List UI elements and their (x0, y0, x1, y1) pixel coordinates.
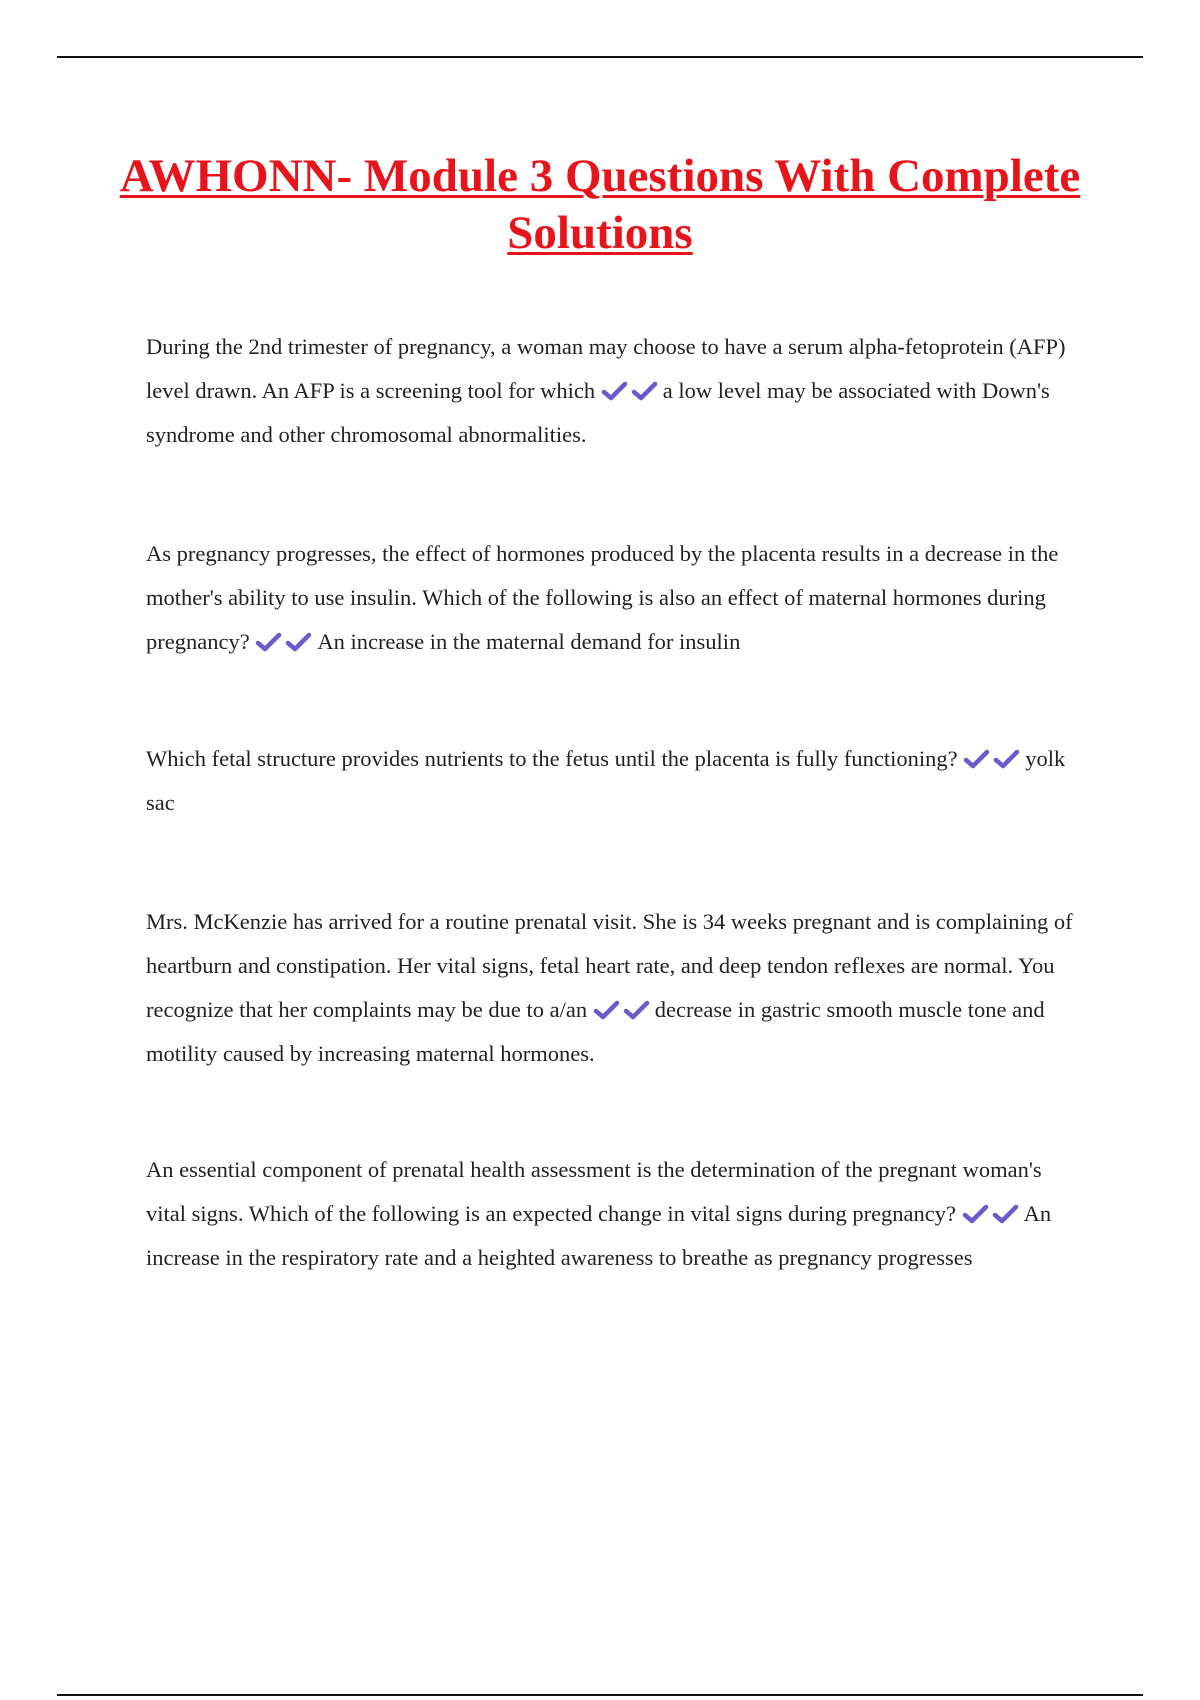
checkmark-icon (963, 749, 990, 769)
question-text: Which fetal structure provides nutrients to the fetus until the placenta is fully functioning? (146, 746, 958, 771)
top-rule (57, 56, 1143, 58)
qa-item (146, 532, 1076, 664)
answer-text: decrease in gastric smooth muscle tone and motility caused by increasing maternal hormones. (146, 997, 1045, 1066)
checkmark-icon (623, 1000, 650, 1020)
bottom-rule (57, 1694, 1143, 1696)
answer-text: yolk sac (146, 746, 1066, 815)
answer-text: a low level may be associated with Down's syndrome and other chromosomal abnormalities. (146, 378, 1050, 447)
checkmark-icon (631, 381, 658, 401)
checkmark-icon (255, 632, 282, 652)
question-text: An essential component of prenatal health assessment is the determination of the pregnant woman's vital signs. Which of the following is an expected change in vital signs during pregnancy? (146, 1157, 1042, 1226)
qa-item (146, 737, 1076, 825)
checkmark-icon (992, 1204, 1019, 1224)
answer-text: An increase in the maternal demand for insulin (317, 629, 741, 654)
document-title: AWHONN- Module 3 Questions With Complete Solutions (119, 150, 1081, 259)
answer-text: An increase in the respiratory rate and a heighted awareness to breathe as pregnancy progresses (146, 1201, 1052, 1270)
question-text: As pregnancy progresses, the effect of hormones produced by the placenta results in a decrease in the mother's ability to use insulin. Which of the following is also an effect of maternal hormones during pregnancy? (146, 541, 1059, 654)
checkmark-icon (962, 1204, 989, 1224)
qa-item (146, 1148, 1076, 1280)
checkmark-icon (285, 632, 312, 652)
question-text: During the 2nd trimester of pregnancy, a woman may choose to have a serum alpha-fetoprotein (AFP) level drawn. An AFP is a screening tool for which (146, 334, 1066, 403)
qa-item (146, 900, 1076, 1076)
checkmark-icon (593, 1000, 620, 1020)
checkmark-icon (601, 381, 628, 401)
question-text: Mrs. McKenzie has arrived for a routine prenatal visit. She is 34 weeks pregnant and is complaining of heartburn and constipation. Her vital signs, fetal heart rate, and deep tendon reflexes are normal. You recognize that her complaints may be due to a/an (146, 909, 1073, 1022)
checkmark-icon (993, 749, 1020, 769)
qa-item (146, 325, 1076, 457)
